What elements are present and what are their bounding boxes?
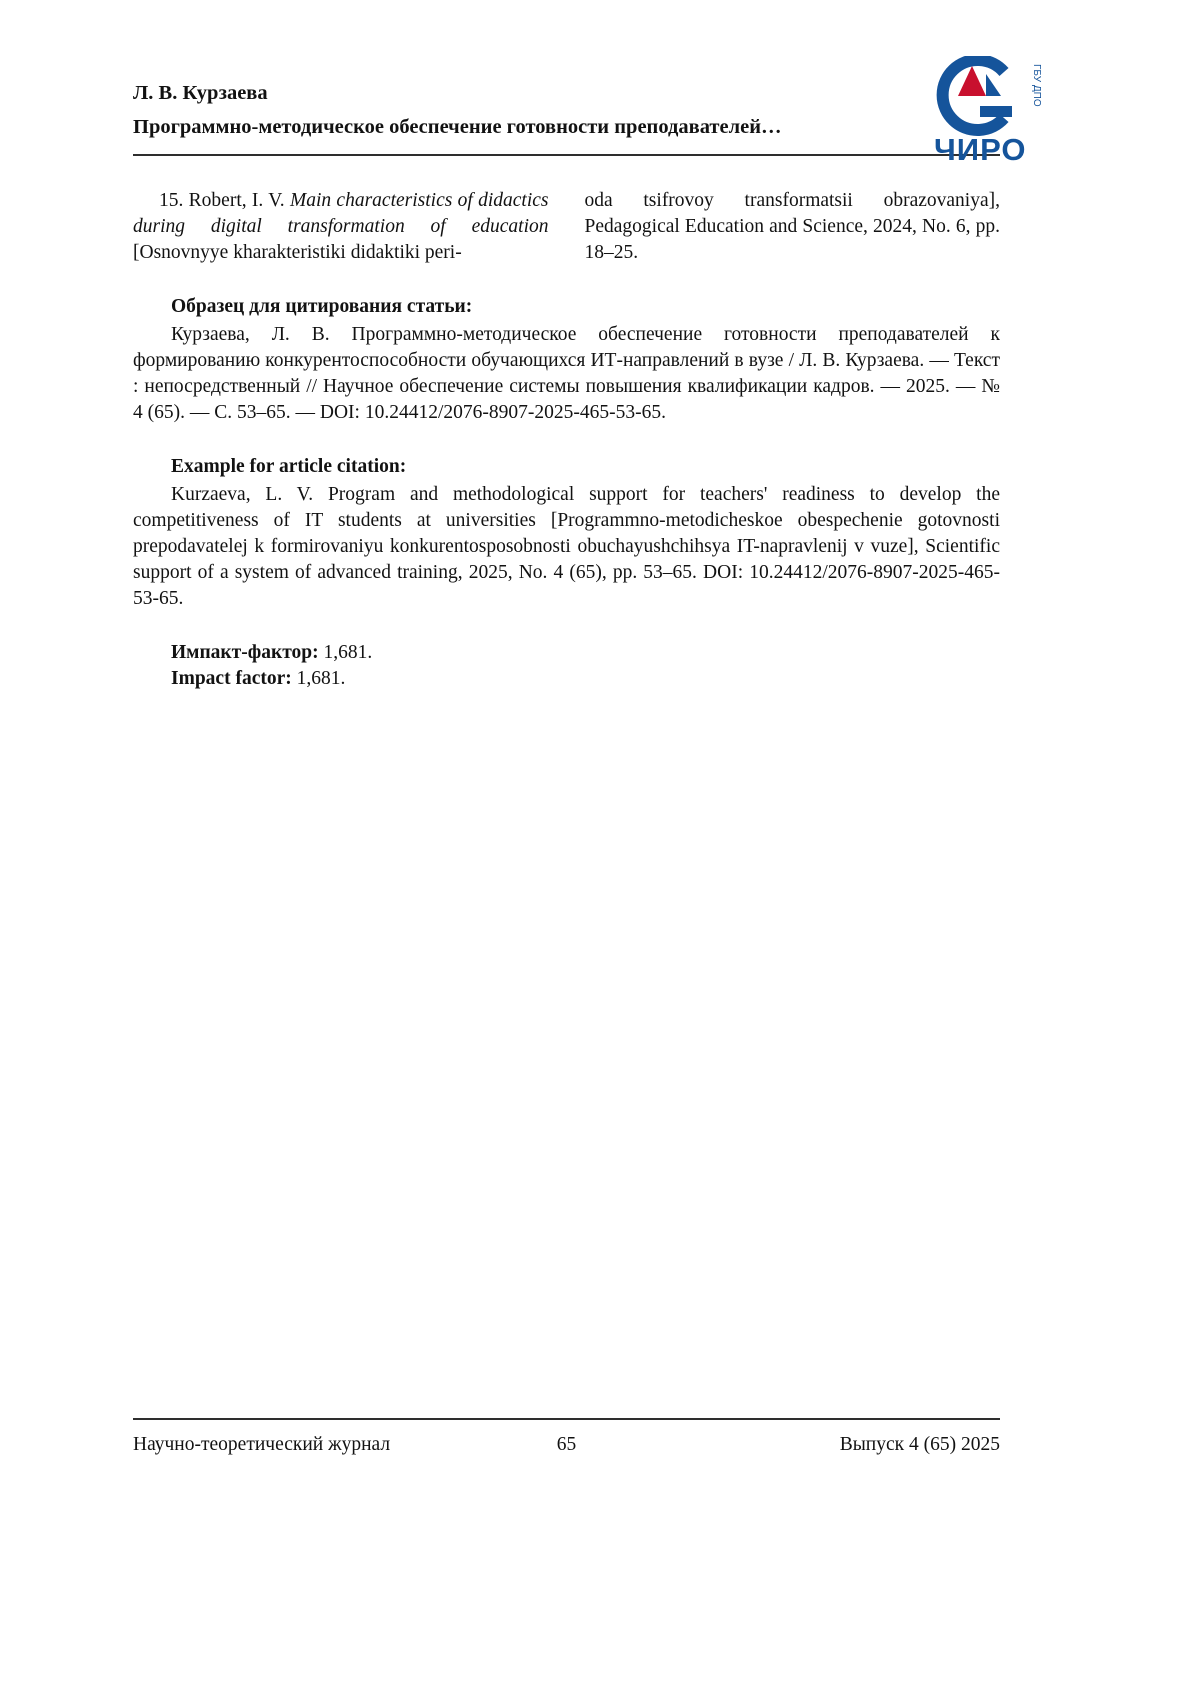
- impact-factor-ru: [133, 640, 1000, 666]
- reference-left-column: [133, 188, 549, 266]
- footer-row: [133, 1434, 1000, 1456]
- citation-en-section: [133, 454, 1000, 612]
- footer-journal-name: Научно-теоретический журнал: [133, 1434, 391, 1455]
- citation-ru-body: Курзаева, Л. В. Программно-методическое обеспечение готовности преподавателей к формированию конкурентоспособности обучающихся ИТ-направлений в вузе / Л. В. Курзаева. — Текст : непосредственный // Научное обеспечение системы повышения квалификации кадров. — 2025. — № 4 (65). — С. 53–65. — DOI: 10.24412/2076-8907-2025-465-53-65.: [133, 324, 1000, 424]
- logo-g-bar: [980, 106, 1012, 117]
- impact-factor-en-label: Impact factor:: [171, 668, 292, 690]
- citation-ru-section: [133, 294, 1000, 426]
- reference-lead: 15. Robert, I. V.: [159, 190, 285, 212]
- impact-factor-en: [133, 666, 1000, 692]
- reference-entry-right: oda tsifrovoy transformatsii obrazovaniya], Pedagogical Education and Science, 2024, No. 6, pp. 18–25.: [584, 190, 1000, 264]
- reference-columns: [133, 188, 1000, 266]
- logo-wordmark: ЧИРО: [934, 132, 1027, 167]
- reference-entry-left: [133, 188, 549, 266]
- page-header: [133, 0, 1000, 156]
- reference-right-column: [585, 188, 1001, 266]
- running-author: Л. В. Курзаева: [133, 82, 268, 104]
- header-divider: [133, 154, 1000, 156]
- citation-en-heading: Example for article citation:: [171, 456, 407, 478]
- impact-factor-block: [133, 640, 1000, 692]
- impact-factor-ru-label: Импакт-фактор:: [171, 642, 319, 664]
- impact-factor-ru-value: 1,681.: [323, 642, 373, 664]
- citation-en-body: Kurzaeva, L. V. Program and methodological support for teachers' readiness to develop the competitiveness of IT students at universities [Programmno-metodicheskoe obespechenie gotovnosti prepodavatelej k formirovaniyu konkurentosposobnosti obuchayushchihsya IT-napravlenij v vuze], Scientific support of a system of advanced training, 2025, No. 4 (65), pp. 53–65. DOI: 10.24412/2076-8907-2025-465-53-65.: [133, 484, 1000, 610]
- journal-logo: [922, 56, 1052, 168]
- logo-sail-red-icon: [958, 66, 986, 96]
- reference-left-tail: [Osnovnyye kharakteristiki didaktiki peri-: [133, 242, 462, 264]
- footer-issue: Выпуск 4 (65) 2025: [839, 1434, 1000, 1455]
- reference-italic-title: Main characteristics of didactics during digital transformation of education: [133, 190, 549, 238]
- footer-page-number: 65: [556, 1434, 577, 1455]
- logo-side-text: ГБУ ДПО: [1031, 64, 1042, 107]
- citation-ru-heading: Образец для цитирования статьи:: [171, 296, 473, 318]
- running-title: Программно-методическое обеспечение готовности преподавателей…: [133, 115, 782, 138]
- page-body: [133, 188, 1000, 692]
- logo-sail-blue-icon: [986, 74, 1001, 96]
- page-footer: [133, 1418, 1000, 1456]
- impact-factor-en-value: 1,681.: [296, 668, 346, 690]
- logo-graphic: [922, 56, 1052, 168]
- footer-divider: [133, 1418, 1000, 1420]
